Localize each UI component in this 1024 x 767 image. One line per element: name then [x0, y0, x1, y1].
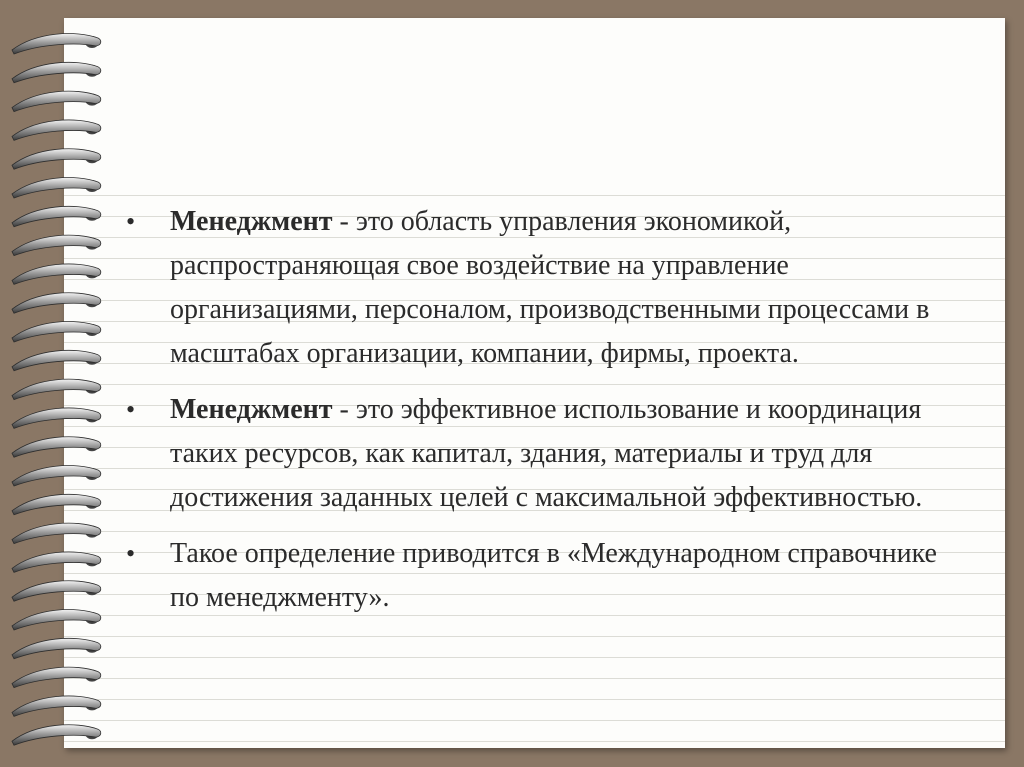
list-item [126, 532, 956, 620]
spiral-ring [12, 91, 101, 111]
spiral-ring [12, 120, 101, 140]
spiral-ring [12, 725, 101, 745]
spiral-binding-icon [6, 18, 106, 748]
spiral-ring [12, 408, 101, 428]
bullet: • [126, 207, 136, 236]
spiral-ring [12, 206, 101, 226]
spiral-ring [12, 581, 101, 601]
spiral-ring [12, 494, 101, 514]
item-text [170, 388, 956, 520]
spiral-ring [12, 149, 101, 169]
spiral-ring [12, 437, 101, 457]
spiral-ring [12, 638, 101, 658]
spiral-ring [12, 322, 101, 342]
spiral-ring [12, 696, 101, 716]
page-header-area [64, 18, 1005, 176]
spiral-ring [12, 610, 101, 630]
item-text [170, 200, 956, 376]
spiral-ring [12, 34, 101, 54]
spiral-ring [12, 62, 101, 82]
item-term: Менеджмент [170, 206, 333, 237]
list-item [126, 200, 956, 376]
spiral-ring [12, 523, 101, 543]
spiral-ring [12, 178, 101, 198]
item-text [170, 532, 956, 620]
spiral-ring [12, 466, 101, 486]
spiral-ring [12, 235, 101, 255]
spiral-ring [12, 350, 101, 370]
list-item [126, 388, 956, 520]
spiral-ring [12, 667, 101, 687]
bullet: • [126, 395, 136, 424]
item-definition: - это эффективное использование и координация таких ресурсов, как капитал, здания, материалы и труд для достижения заданных целей с максимальной эффективностью. [170, 394, 923, 513]
item-term: Менеджмент [170, 394, 333, 425]
spiral-ring [12, 264, 101, 284]
item-definition: Такое определение приводится в «Международном справочнике по менеджменту». [170, 538, 937, 613]
spiral-ring [12, 552, 101, 572]
definition-list [126, 200, 956, 632]
spiral-ring [12, 379, 101, 399]
bullet: • [126, 539, 136, 568]
item-definition: - это область управления экономикой, распространяющая свое воздействие на управление организациями, персоналом, производственными процессами в масштабах организации, компании, фирмы, проекта. [170, 206, 930, 369]
spiral-ring [12, 293, 101, 313]
